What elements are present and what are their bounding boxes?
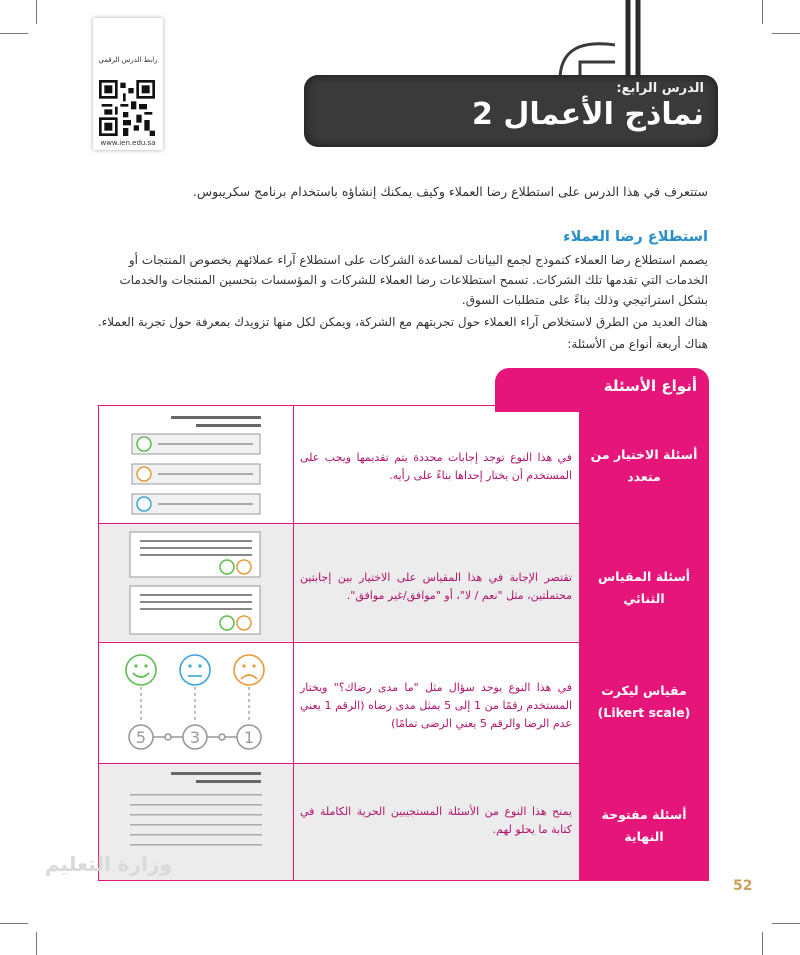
table-heading-text: أنواع الأسئلة	[603, 377, 697, 395]
row-desc-multiple-choice: في هذا النوع توجد إجابات محددة يتم تقديمها ويجب على المستخدم أن يختار إحداها بناءً على رأيه.	[300, 451, 572, 482]
ministry-watermark: وزارة التعليم	[45, 852, 172, 876]
row-divider	[98, 763, 580, 764]
binary-scale-illustration	[128, 530, 264, 638]
open-ended-illustration	[126, 770, 268, 860]
row-desc-binary-scale: تقتصر الإجابة في هذا المقياس على الاختيار بين إجابتين محتملتين، مثل "نعم / لا"، أو "موافق/غير موافق".	[300, 571, 572, 602]
paragraph-2: هناك العديد من الطرق لاستخلاص آراء العملاء حول تجربتهم مع الشركة، ويمكن لكل منها تزويدك بمعرفة حول تجربة العملاء.	[97, 315, 708, 329]
crop-mark	[762, 0, 763, 24]
crop-mark	[772, 33, 800, 34]
lesson-title: نماذج الأعمال 2	[472, 97, 704, 132]
row-divider	[98, 642, 580, 643]
row-divider	[98, 523, 580, 524]
row-label-likert: مقياس ليكرت (Likert scale)	[597, 683, 691, 720]
lesson-banner	[304, 75, 718, 147]
likert-number-5: 5	[135, 728, 147, 747]
lesson-subtitle: الدرس الرابع:	[616, 81, 704, 96]
row-label-multiple-choice: أسئلة الاختيار من متعدد	[590, 447, 698, 484]
likert-faces-illustration	[118, 650, 278, 755]
qr-code-icon[interactable]	[99, 80, 155, 136]
crop-mark	[36, 932, 37, 955]
row-label-binary-scale: أسئلة المقياس الثنائي	[597, 569, 691, 606]
row-desc-open-ended: يمنح هذا النوع من الأسئلة المستجيبين الحرية الكاملة في كتابة ما يحلو لهم.	[300, 805, 572, 836]
cable-decoration	[520, 0, 680, 80]
likert-number-3: 3	[189, 728, 201, 747]
column-divider	[293, 405, 294, 881]
crop-mark	[772, 923, 800, 924]
qr-url[interactable]: www.ien.edu.sa	[100, 139, 156, 147]
crop-mark	[0, 923, 28, 924]
row-desc-likert: في هذا النوع يوجد سؤال مثل "ما مدى رضاك؟" ويختار المستخدم رقمًا من 1 إلى 5 يمثل مدى رضاه (الرقم 1 يعني عدم الرضا والرقم 5 يعني الرضى تمامًا)	[300, 681, 572, 730]
paragraph-1: يصمم استطلاع رضا العملاء كنموذج لجمع البيانات لمساعدة الشركات على استطلاع آراء عملائهم بخصوص المنتجات أو الخدمات التي تقدمها تلك الشركات. تسمح استطلاعات رضا العملاء للشركات و المؤسسات بتحسين المنتجات والخدمات بشكل استراتيجي وذلك بناءً على متطلبات السوق.	[119, 253, 708, 307]
section-title: استطلاع رضا العملاء	[563, 229, 708, 245]
qr-card[interactable]	[93, 18, 163, 150]
paragraph-3: هناك أربعة أنواع من الأسئلة:	[567, 337, 708, 351]
crop-mark	[762, 932, 763, 955]
crop-mark	[0, 33, 28, 34]
multiple-choice-illustration	[126, 414, 268, 518]
likert-number-1: 1	[243, 728, 255, 747]
page-number: 52	[733, 878, 753, 894]
crop-mark	[36, 0, 37, 24]
row-label-open-ended: أسئلة مفتوحة النهاية	[601, 807, 687, 844]
qr-label: رابط الدرس الرقمي	[98, 56, 158, 64]
intro-text: ستتعرف في هذا الدرس على استطلاع رضا العملاء وكيف يمكنك إنشاؤه باستخدام برنامج سكريبوس.	[192, 184, 708, 199]
